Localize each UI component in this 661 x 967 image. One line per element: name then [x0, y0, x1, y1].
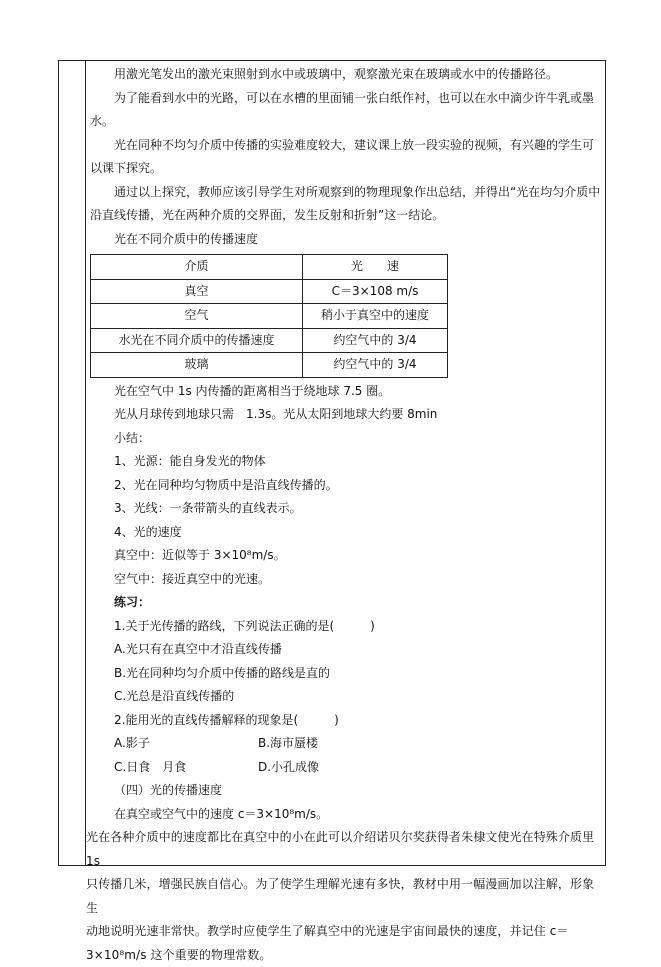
- table-header-row: [91, 255, 448, 280]
- table-cell: 约空气中的 3/4: [303, 328, 448, 353]
- summary-title: 小结：: [90, 427, 602, 451]
- option: C.日食 月食: [114, 756, 258, 780]
- table-cell: C＝3×108 m/s: [303, 279, 448, 304]
- option: D.小孔成像: [258, 756, 319, 780]
- summary-item: 2、光在同种均匀物质中是沿直线传播的。: [90, 474, 602, 498]
- table-cell: 玻璃: [91, 353, 303, 378]
- table-cell: 真空: [91, 279, 303, 304]
- summary-item: 4、光的速度: [90, 521, 602, 545]
- paragraph: 在真空或空气中的速度 c＝3×10⁸m/s。: [90, 803, 602, 827]
- paragraph-line: 动地说明光速非常快。教学时应使学生了解真空中的光速是宇宙间最快的速度，并记住 c＝: [86, 920, 600, 944]
- table-header: 介质: [91, 255, 303, 280]
- summary-item: 真空中：近似等于 3×10⁸m/s。: [90, 544, 602, 568]
- option: C.光总是沿直线传播的: [90, 685, 602, 709]
- lesson-content: [90, 63, 602, 967]
- light-speed-table: [90, 254, 448, 378]
- option: A.光只有在真空中才沿直线传播: [90, 638, 602, 662]
- paragraph-line: 光在各种介质中的速度都比在真空中的小在此可以介绍诺贝尔奖获得者朱棣文使光在特殊介质里 1s: [86, 826, 600, 873]
- paragraph: 用激光笔发出的激光束照射到水中或玻璃中，观察激光束在玻璃或水中的传播路径。: [90, 63, 602, 87]
- option: A.影子: [114, 732, 258, 756]
- table-cell: 水光在不同介质中的传播速度: [91, 328, 303, 353]
- paragraph: 为了能看到水中的光路，可以在水槽的里面铺一张白纸作衬，也可以在水中滴少许牛乳或墨水。: [90, 87, 602, 134]
- table-row: [91, 353, 448, 378]
- paragraph: 通过以上探究，教师应该引导学生对所观察到的物理现象作出总结，并得出“光在均匀介质中沿直线传播，光在两种介质的交界面，发生反射和折射”这一结论。: [90, 181, 602, 228]
- table-row: [91, 304, 448, 329]
- column-divider: [85, 60, 86, 866]
- table-cell: 约空气中的 3/4: [303, 353, 448, 378]
- table-header: 光 速: [303, 255, 448, 280]
- paragraph: 光从月球传到地球只需 1.3s。光从太阳到地球大约要 8min: [90, 403, 602, 427]
- option: B.光在同种均匀介质中传播的路线是直的: [90, 662, 602, 686]
- summary-item: 空气中：接近真空中的光速。: [90, 568, 602, 592]
- summary-item: 1、光源：能自身发光的物体: [90, 450, 602, 474]
- paragraph: 光在同种不均匀介质中传播的实验难度较大，建议课上放一段实验的视频，有兴趣的学生可以课下探究。: [90, 134, 602, 181]
- paragraph: 光在空气中 1s 内传播的距离相当于绕地球 7.5 圈。: [90, 380, 602, 404]
- table-cell: 稍小于真空中的速度: [303, 304, 448, 329]
- paragraph-line: 只传播几米，增强民族自信心。为了使学生理解光速有多快，教材中用一幅漫画加以注解，形象生: [86, 873, 600, 920]
- option-row: [90, 756, 602, 780]
- table-row: [91, 279, 448, 304]
- summary-item: 3、光线：一条带箭头的直线表示。: [90, 497, 602, 521]
- question: 1.关于光传播的路线，下列说法正确的是( ): [90, 615, 602, 639]
- option-row: [90, 732, 602, 756]
- table-row: [91, 328, 448, 353]
- option: B.海市蜃楼: [258, 732, 318, 756]
- paragraph-line: 3×10⁸m/s 这个重要的物理常数。: [86, 944, 600, 967]
- section-title: （四）光的传播速度: [90, 779, 602, 803]
- exercise-title: 练习：: [90, 591, 602, 615]
- table-caption: 光在不同介质中的传播速度: [90, 228, 602, 252]
- table-cell: 空气: [91, 304, 303, 329]
- question: 2.能用光的直线传播解释的现象是( ): [90, 709, 602, 733]
